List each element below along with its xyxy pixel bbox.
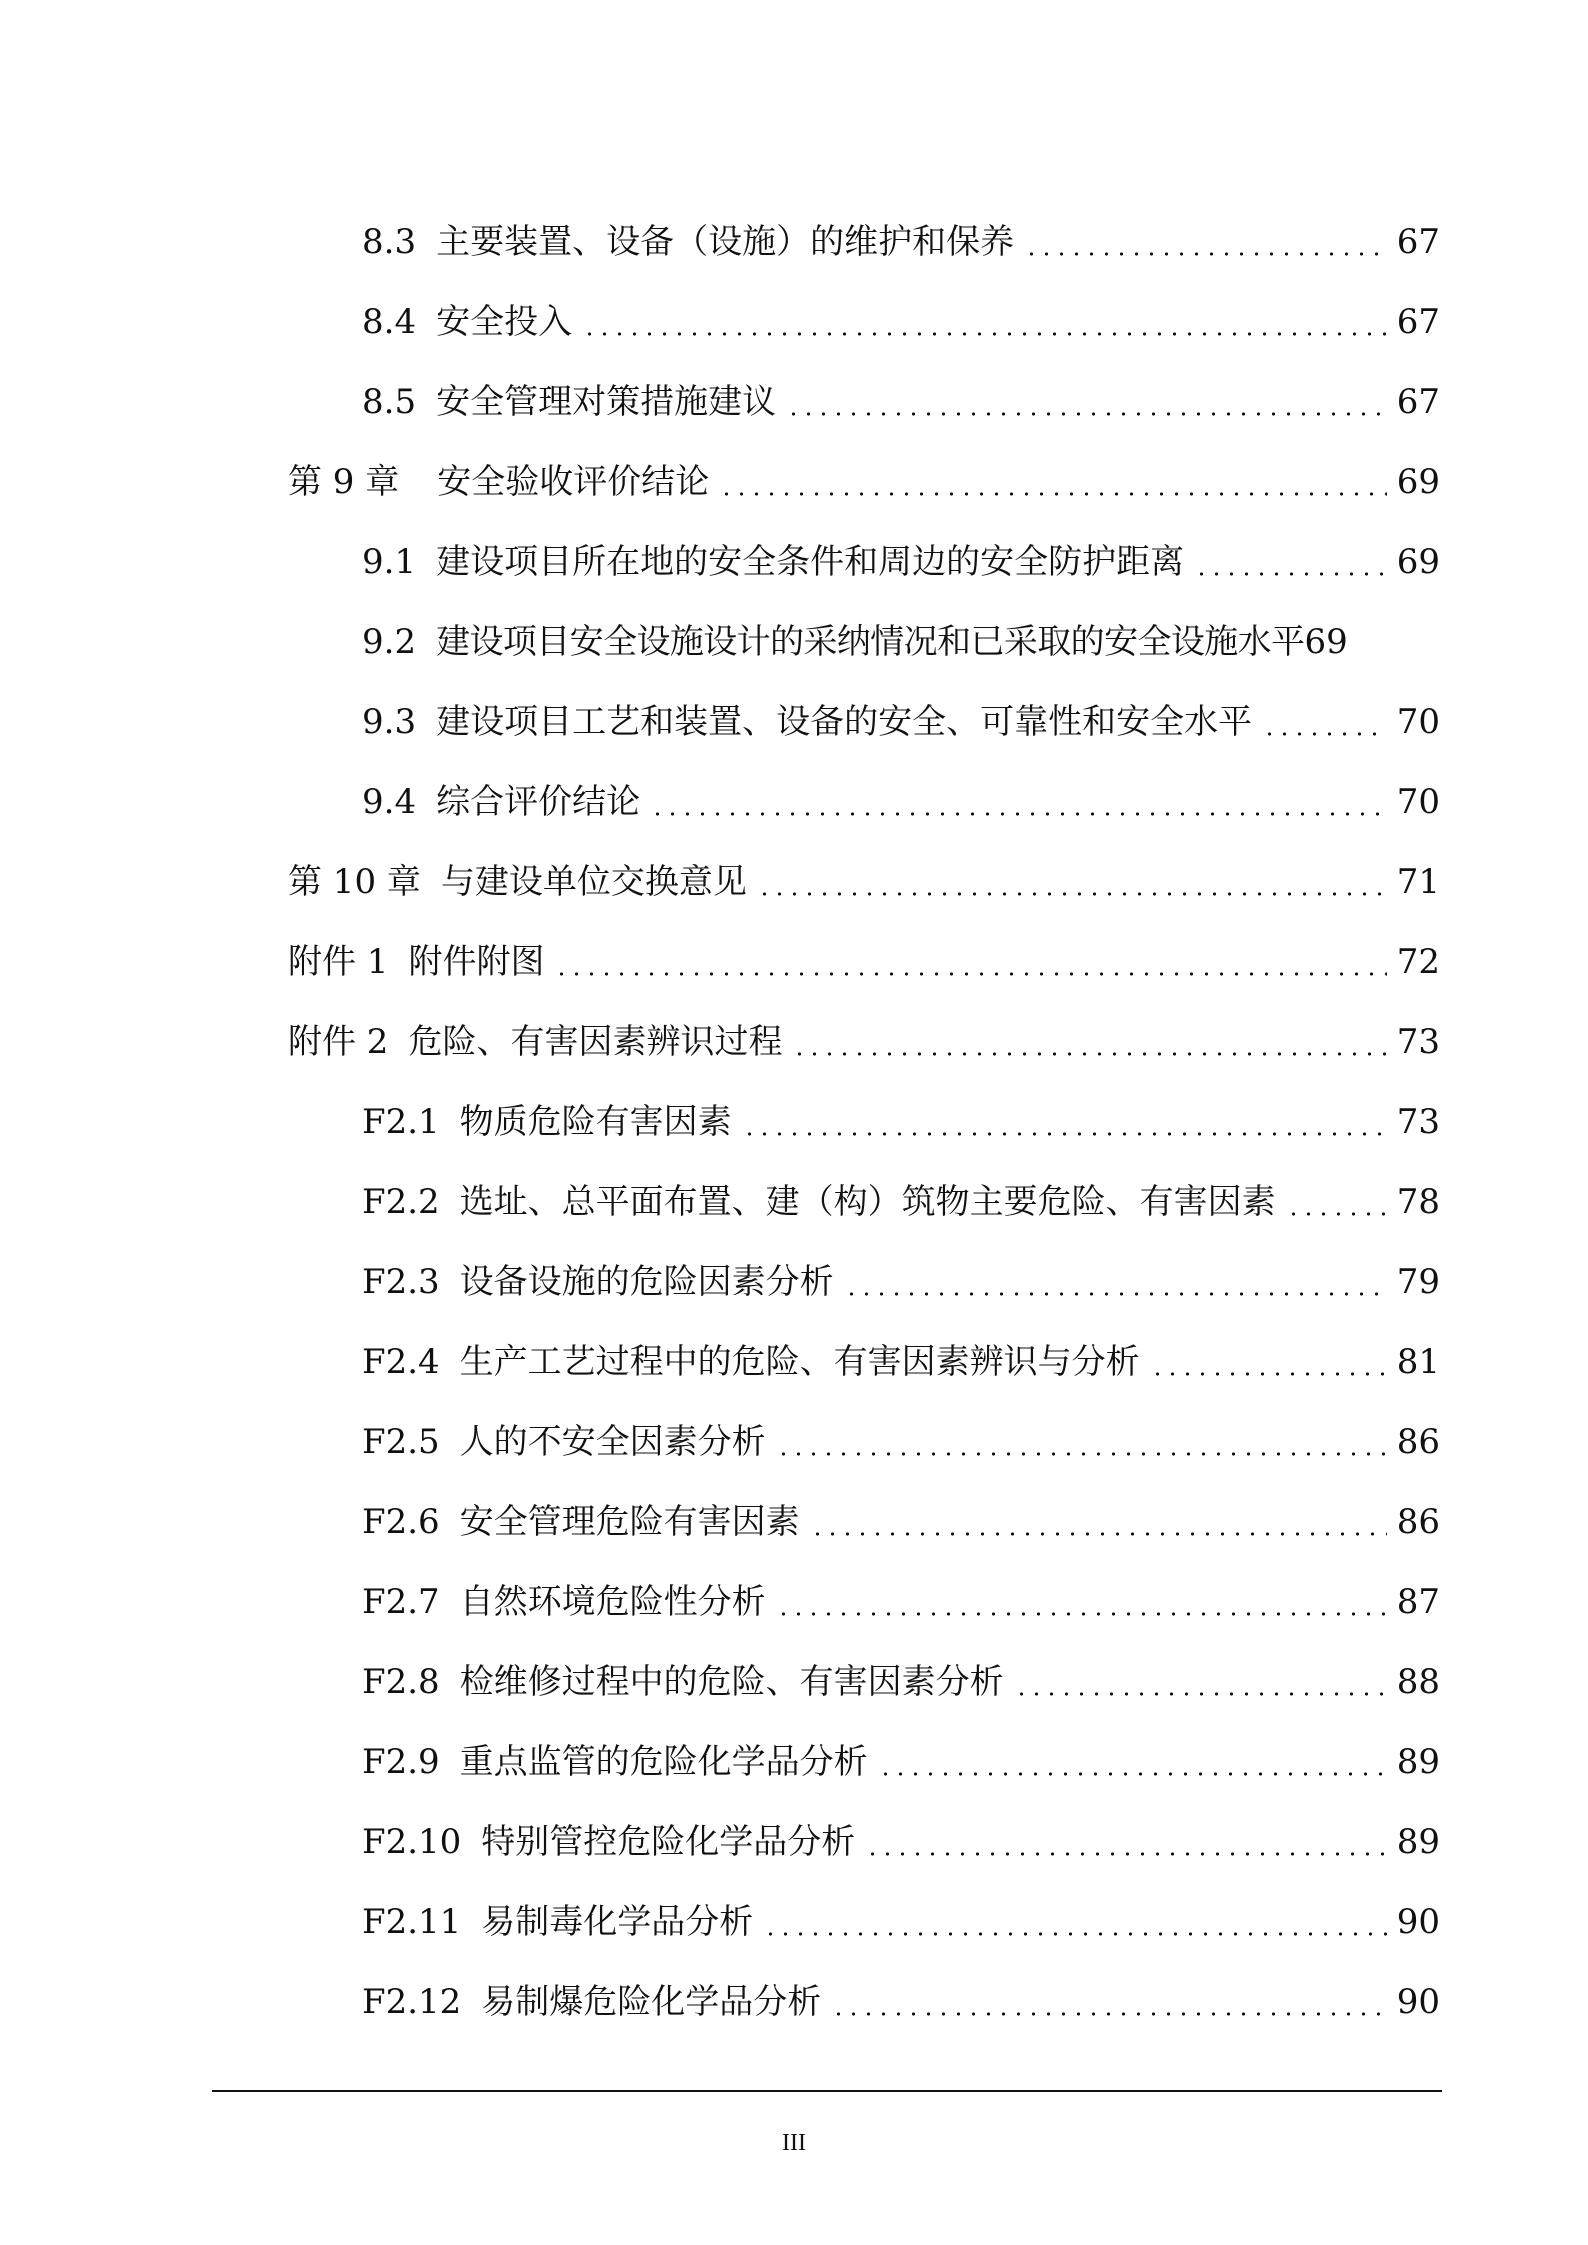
toc-entry-title: 安全验收评价结论 bbox=[437, 462, 710, 502]
toc-entry-title: 重点监管的危险化学品分析 bbox=[459, 1742, 868, 1782]
toc-entry-title: 特别管控危险化学品分析 bbox=[481, 1822, 856, 1862]
toc-entry-title: 安全管理危险有害因素 bbox=[459, 1502, 800, 1542]
toc-entry-number: F2.6 bbox=[362, 1502, 440, 1542]
toc-entry-page: 87 bbox=[1396, 1582, 1440, 1622]
toc-entry-title: 易制毒化学品分析 bbox=[481, 1902, 754, 1942]
toc-entry[interactable] bbox=[362, 692, 1440, 752]
toc-entry-number: F2.12 bbox=[362, 1982, 462, 2022]
toc-entry[interactable] bbox=[362, 1652, 1440, 1712]
toc-entry-appendix[interactable] bbox=[288, 932, 1440, 992]
toc-entry-title: 人的不安全因素分析 bbox=[459, 1422, 766, 1462]
toc-entry-page: 72 bbox=[1396, 942, 1440, 982]
toc-entry-page: 90 bbox=[1396, 1982, 1440, 2022]
toc-entry-page: 70 bbox=[1396, 782, 1440, 822]
toc-entry-number: 8.5 bbox=[362, 382, 417, 422]
toc-entry-page: 67 bbox=[1396, 222, 1440, 262]
toc-entry[interactable] bbox=[362, 372, 1440, 432]
dot-leader bbox=[786, 372, 1387, 432]
toc-entry[interactable] bbox=[362, 532, 1440, 592]
dot-leader bbox=[1262, 692, 1387, 752]
toc-entry-number: F2.3 bbox=[362, 1262, 440, 1302]
dot-leader bbox=[1150, 1332, 1387, 1392]
toc-entry-page: 90 bbox=[1396, 1902, 1440, 1942]
toc-entry[interactable] bbox=[362, 1732, 1440, 1792]
toc-entry-number: F2.11 bbox=[362, 1902, 462, 1942]
toc-entry-title: 危险、有害因素辨识过程 bbox=[408, 1022, 783, 1062]
toc-entry-number: F2.8 bbox=[362, 1662, 440, 1702]
toc-entry[interactable] bbox=[362, 612, 1440, 672]
toc-entry-number: F2.4 bbox=[362, 1342, 440, 1382]
toc-entry-number: F2.10 bbox=[362, 1822, 462, 1862]
toc-entry-title: 选址、总平面布置、建（构）筑物主要危险、有害因素 bbox=[459, 1182, 1276, 1222]
dot-leader bbox=[878, 1732, 1387, 1792]
toc-entry[interactable] bbox=[362, 1412, 1440, 1472]
dot-leader bbox=[776, 1412, 1387, 1472]
toc-entry-title: 与建设单位交换意见 bbox=[440, 862, 747, 902]
page-number: III bbox=[782, 2130, 806, 2156]
toc-entry-number: 第 10 章 bbox=[288, 862, 421, 902]
dot-leader bbox=[1194, 532, 1387, 592]
toc-entry[interactable] bbox=[362, 1092, 1440, 1152]
toc-entry-page: 69 bbox=[1396, 542, 1440, 582]
toc-entry-title: 建设项目工艺和装置、设备的安全、可靠性和安全水平 bbox=[436, 702, 1253, 742]
toc-entry-number: F2.9 bbox=[362, 1742, 440, 1782]
dot-leader bbox=[763, 1892, 1386, 1952]
toc-entry[interactable] bbox=[362, 1172, 1440, 1232]
dot-leader bbox=[810, 1492, 1387, 1552]
toc-entry[interactable] bbox=[362, 1252, 1440, 1312]
toc-entry[interactable] bbox=[362, 772, 1440, 832]
toc-entry-number: 9.1 bbox=[362, 542, 417, 582]
toc-entry-title: 检维修过程中的危险、有害因素分析 bbox=[459, 1662, 1004, 1702]
dot-leader bbox=[776, 1572, 1387, 1632]
toc-entry-page: 81 bbox=[1396, 1342, 1440, 1382]
toc-entry-page: 88 bbox=[1396, 1662, 1440, 1702]
toc-entry-chapter[interactable] bbox=[288, 452, 1440, 512]
dot-leader bbox=[831, 1972, 1386, 2032]
toc-entry[interactable] bbox=[362, 292, 1440, 352]
toc-entry-page: 73 bbox=[1396, 1022, 1440, 1062]
toc-entry[interactable] bbox=[362, 1332, 1440, 1392]
toc-entry[interactable] bbox=[362, 1892, 1440, 1952]
toc-entry-title: 综合评价结论 bbox=[436, 782, 641, 822]
toc-entry-page: 67 bbox=[1396, 302, 1440, 342]
toc-entry-number: F2.1 bbox=[362, 1102, 440, 1142]
dot-leader bbox=[1286, 1172, 1387, 1232]
toc-entry-title: 主要装置、设备（设施）的维护和保养 bbox=[436, 222, 1015, 262]
toc-entry-page: 71 bbox=[1396, 862, 1440, 902]
footer-divider bbox=[212, 2090, 1442, 2092]
toc-entry-title: 安全管理对策措施建议 bbox=[436, 382, 777, 422]
toc-entry-number: 附件 2 bbox=[288, 1022, 389, 1062]
dot-leader bbox=[742, 1092, 1387, 1152]
toc-entry-number: 9.3 bbox=[362, 702, 417, 742]
toc-entry-appendix[interactable] bbox=[288, 1012, 1440, 1072]
toc-entry[interactable] bbox=[362, 1812, 1440, 1872]
toc-entry-page: 86 bbox=[1396, 1502, 1440, 1542]
toc-entry-page: 69 bbox=[1304, 622, 1348, 662]
toc-entry[interactable] bbox=[362, 1492, 1440, 1552]
toc-entry-number: F2.5 bbox=[362, 1422, 440, 1462]
toc-entry-page: 70 bbox=[1396, 702, 1440, 742]
toc-entry-page: 79 bbox=[1396, 1262, 1440, 1302]
toc-entry-number: F2.2 bbox=[362, 1182, 440, 1222]
toc-entry-number: 8.4 bbox=[362, 302, 417, 342]
toc-entry-number: 第 9 章 bbox=[288, 462, 400, 502]
dot-leader bbox=[650, 772, 1387, 832]
toc-entry-number: 附件 1 bbox=[288, 942, 389, 982]
toc-entry-title: 生产工艺过程中的危险、有害因素辨识与分析 bbox=[459, 1342, 1140, 1382]
toc-entry-chapter[interactable] bbox=[288, 852, 1440, 912]
toc-entry-page: 89 bbox=[1396, 1822, 1440, 1862]
toc-entry-title: 设备设施的危险因素分析 bbox=[459, 1262, 834, 1302]
toc-entry-page: 86 bbox=[1396, 1422, 1440, 1462]
dot-leader bbox=[844, 1252, 1387, 1312]
dot-leader bbox=[719, 452, 1386, 512]
dot-leader bbox=[554, 932, 1386, 992]
toc-entry-page: 73 bbox=[1396, 1102, 1440, 1142]
toc-entry-title: 物质危险有害因素 bbox=[459, 1102, 732, 1142]
toc-entry-number: 8.3 bbox=[362, 222, 417, 262]
toc-entry-title: 附件附图 bbox=[408, 942, 545, 982]
toc-entry-page: 89 bbox=[1396, 1742, 1440, 1782]
dot-leader bbox=[865, 1812, 1386, 1872]
dot-leader bbox=[792, 1012, 1386, 1072]
toc-entry-title: 建设项目所在地的安全条件和周边的安全防护距离 bbox=[436, 542, 1185, 582]
toc-entry-page: 67 bbox=[1396, 382, 1440, 422]
toc-entry-title: 易制爆危险化学品分析 bbox=[481, 1982, 822, 2022]
toc-entry-title: 建设项目安全设施设计的采纳情况和已采取的安全设施水平 bbox=[436, 622, 1305, 662]
toc-entry-number: F2.7 bbox=[362, 1582, 440, 1622]
toc-entry[interactable] bbox=[362, 1572, 1440, 1632]
dot-leader bbox=[1014, 1652, 1387, 1712]
toc-entry[interactable] bbox=[362, 212, 1440, 272]
dot-leader bbox=[1024, 212, 1387, 272]
toc-entry-title: 自然环境危险性分析 bbox=[459, 1582, 766, 1622]
dot-leader bbox=[582, 292, 1387, 352]
dot-leader bbox=[757, 852, 1387, 912]
toc-entry-number: 9.2 bbox=[362, 622, 417, 662]
toc-entry-number: 9.4 bbox=[362, 782, 417, 822]
toc-entry[interactable] bbox=[362, 1972, 1440, 2032]
toc-entry-page: 78 bbox=[1396, 1182, 1440, 1222]
toc-entry-title: 安全投入 bbox=[436, 302, 573, 342]
toc-entry-page: 69 bbox=[1396, 462, 1440, 502]
